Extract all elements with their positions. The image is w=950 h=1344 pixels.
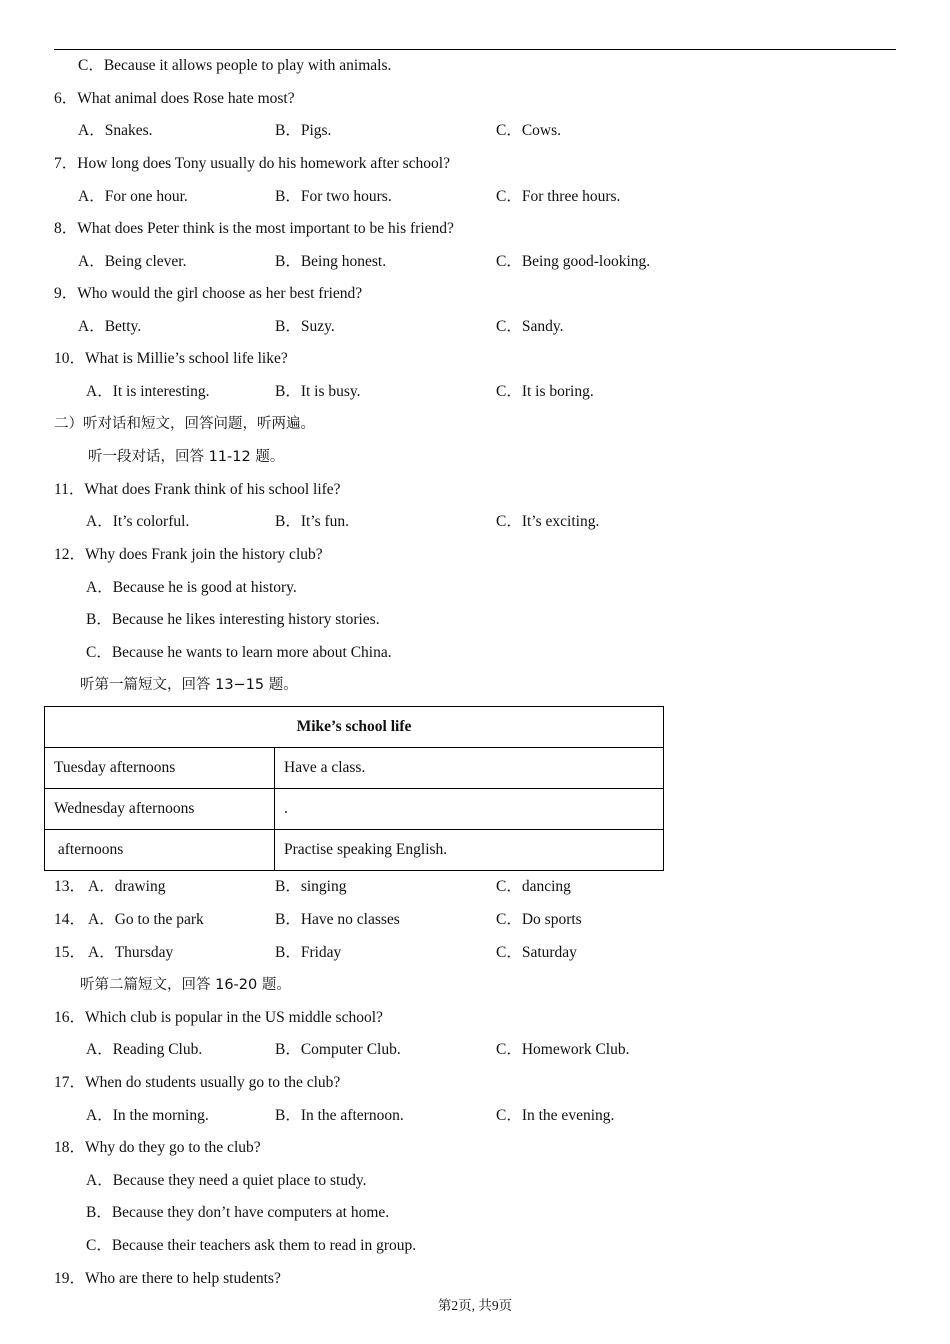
q11-stem: 11．What does Frank think of his school life? (54, 481, 341, 498)
table-row (45, 789, 664, 830)
q14-number: 14． (54, 911, 86, 928)
q6-option-b: B．Pigs. (275, 122, 332, 139)
q5-option-c: C．Because it allows people to play with animals. (78, 57, 392, 74)
q13-option-c: C．dancing (496, 878, 571, 895)
q8-option-c: C．Being good-looking. (496, 253, 651, 270)
school-life-table (44, 706, 664, 871)
q6-option-a: A．Snakes. (78, 122, 153, 139)
table-cell-day: Wednesday afternoons (45, 789, 275, 830)
table-header-row (45, 707, 664, 748)
q16-option-c: C．Homework Club. (496, 1041, 630, 1058)
page-footer: 第2页, 共9页 (437, 1298, 513, 1313)
q12-option-a: A．Because he is good at history. (86, 579, 297, 596)
q12-option-b: B．Because he likes interesting history stories. (86, 611, 380, 628)
q15-option-c: C．Saturday (496, 944, 577, 961)
q17-stem: 17．When do students usually go to the club? (54, 1074, 341, 1091)
q14-option-a: A．Go to the park (88, 911, 204, 928)
q13-option-a: A．drawing (88, 878, 166, 895)
q7-option-b: B．For two hours. (275, 188, 392, 205)
table-row (45, 748, 664, 789)
q13-number: 13． (54, 878, 86, 895)
q18-option-b: B．Because they don’t have computers at home. (86, 1204, 390, 1221)
q8-stem: 8．What does Peter think is the most important to be his friend? (54, 220, 454, 237)
q6-option-c: C．Cows. (496, 122, 562, 139)
q16-stem: 16．Which club is popular in the US middle school? (54, 1009, 383, 1026)
q9-option-c: C．Sandy. (496, 318, 564, 335)
section-title: 二）听对话和短文，回答问题，听两遍。 (54, 416, 315, 432)
dialog-intro: 听一段对话，回答 11-12 题。 (88, 449, 285, 465)
table-title: Mike’s school life (45, 707, 664, 748)
q18-option-c: C．Because their teachers ask them to read in group. (86, 1237, 417, 1254)
q11-option-c: C．It’s exciting. (496, 513, 600, 530)
header-rule (54, 49, 896, 50)
q17-option-a: A．In the morning. (86, 1107, 209, 1124)
table-cell-activity: Practise speaking English. (275, 830, 664, 871)
table-cell-day: Tuesday afternoons (45, 748, 275, 789)
q10-stem: 10．What is Millie’s school life like? (54, 350, 288, 367)
q17-option-b: B．In the afternoon. (275, 1107, 404, 1124)
q12-stem: 12．Why does Frank join the history club? (54, 546, 323, 563)
q12-option-c: C．Because he wants to learn more about China. (86, 644, 392, 661)
q16-option-a: A．Reading Club. (86, 1041, 203, 1058)
q19-stem: 19．Who are there to help students? (54, 1270, 281, 1287)
q6-stem: 6．What animal does Rose hate most? (54, 90, 295, 107)
q9-option-a: A．Betty. (78, 318, 142, 335)
q7-stem: 7．How long does Tony usually do his homework after school? (54, 155, 450, 172)
q8-option-b: B．Being honest. (275, 253, 387, 270)
table-cell-activity: . (275, 789, 664, 830)
q18-option-a: A．Because they need a quiet place to study. (86, 1172, 367, 1189)
q11-option-b: B．It’s fun. (275, 513, 350, 530)
q15-option-a: A．Thursday (88, 944, 174, 961)
q15-number: 15． (54, 944, 86, 961)
q10-option-c: C．It is boring. (496, 383, 594, 400)
q11-option-a: A．It’s colorful. (86, 513, 190, 530)
passage2-intro: 听第二篇短文，回答 16-20 题。 (80, 977, 291, 993)
q9-option-b: B．Suzy. (275, 318, 335, 335)
table-cell-activity: Have a class. (275, 748, 664, 789)
q14-option-b: B．Have no classes (275, 911, 400, 928)
table-row (45, 830, 664, 871)
q10-option-b: B．It is busy. (275, 383, 361, 400)
passage1-intro: 听第一篇短文，回答 13−15 题。 (80, 677, 298, 693)
q15-option-b: B．Friday (275, 944, 342, 961)
q10-option-a: A．It is interesting. (86, 383, 210, 400)
q13-option-b: B．singing (275, 878, 347, 895)
q7-option-c: C．For three hours. (496, 188, 621, 205)
q17-option-c: C．In the evening. (496, 1107, 615, 1124)
q14-option-c: C．Do sports (496, 911, 582, 928)
q8-option-a: A．Being clever. (78, 253, 187, 270)
q7-option-a: A．For one hour. (78, 188, 188, 205)
q16-option-b: B．Computer Club. (275, 1041, 401, 1058)
q18-stem: 18．Why do they go to the club? (54, 1139, 261, 1156)
table-cell-day: afternoons (45, 830, 275, 871)
q9-stem: 9．Who would the girl choose as her best friend? (54, 285, 363, 302)
